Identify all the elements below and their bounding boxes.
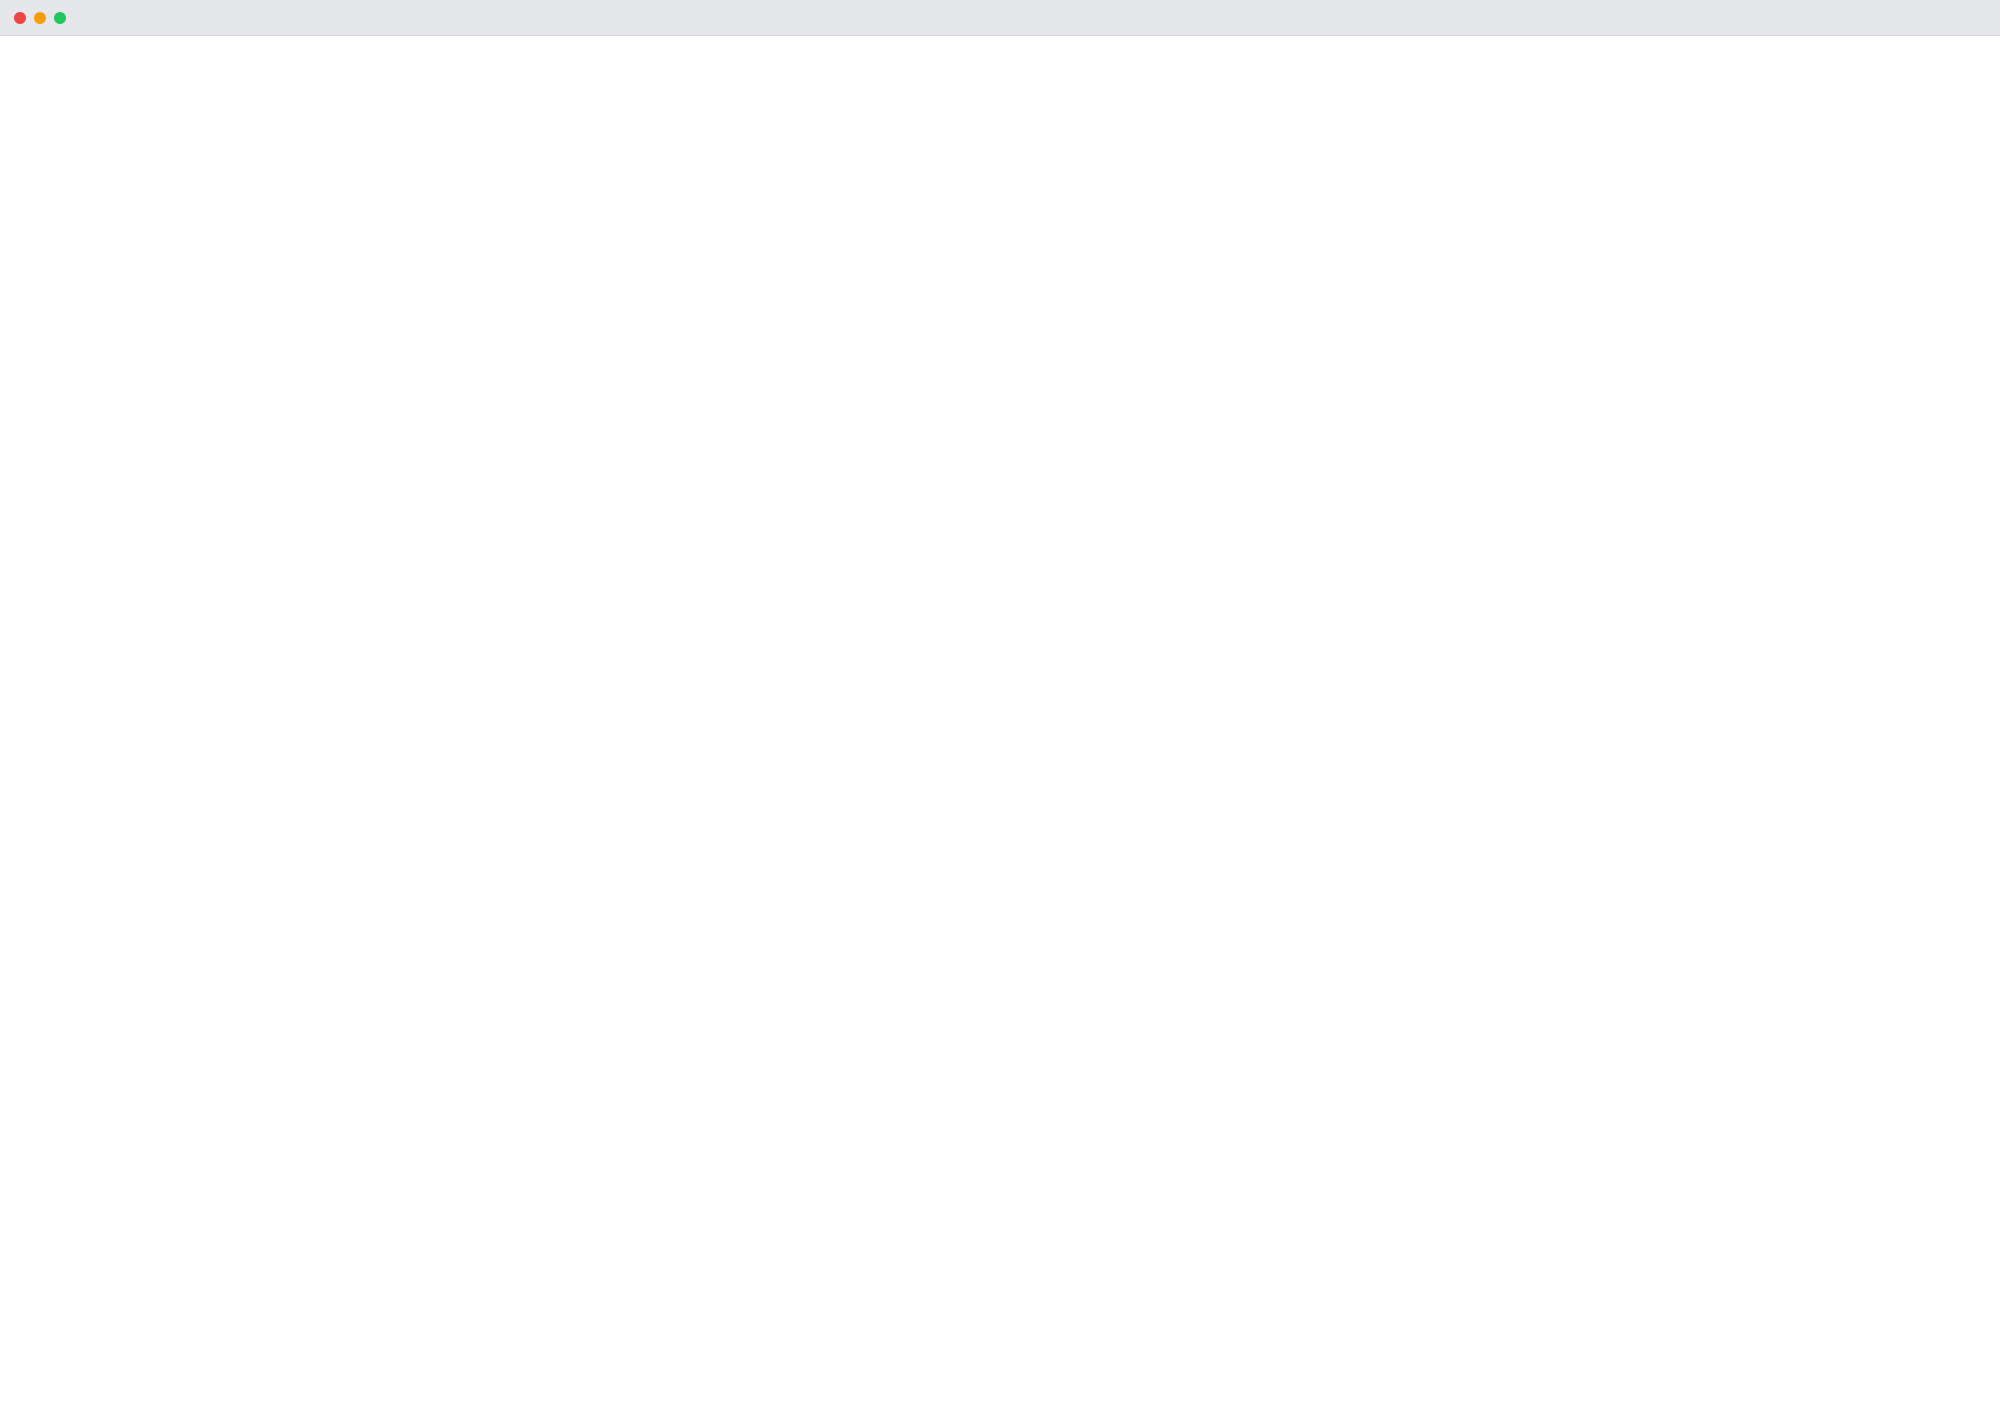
window-controls bbox=[14, 12, 66, 24]
close-window-icon[interactable] bbox=[14, 12, 26, 24]
title-bar[interactable] bbox=[0, 0, 2000, 36]
main-content bbox=[0, 36, 2000, 1402]
minimize-window-icon[interactable] bbox=[34, 12, 46, 24]
maximize-window-icon[interactable] bbox=[54, 12, 66, 24]
